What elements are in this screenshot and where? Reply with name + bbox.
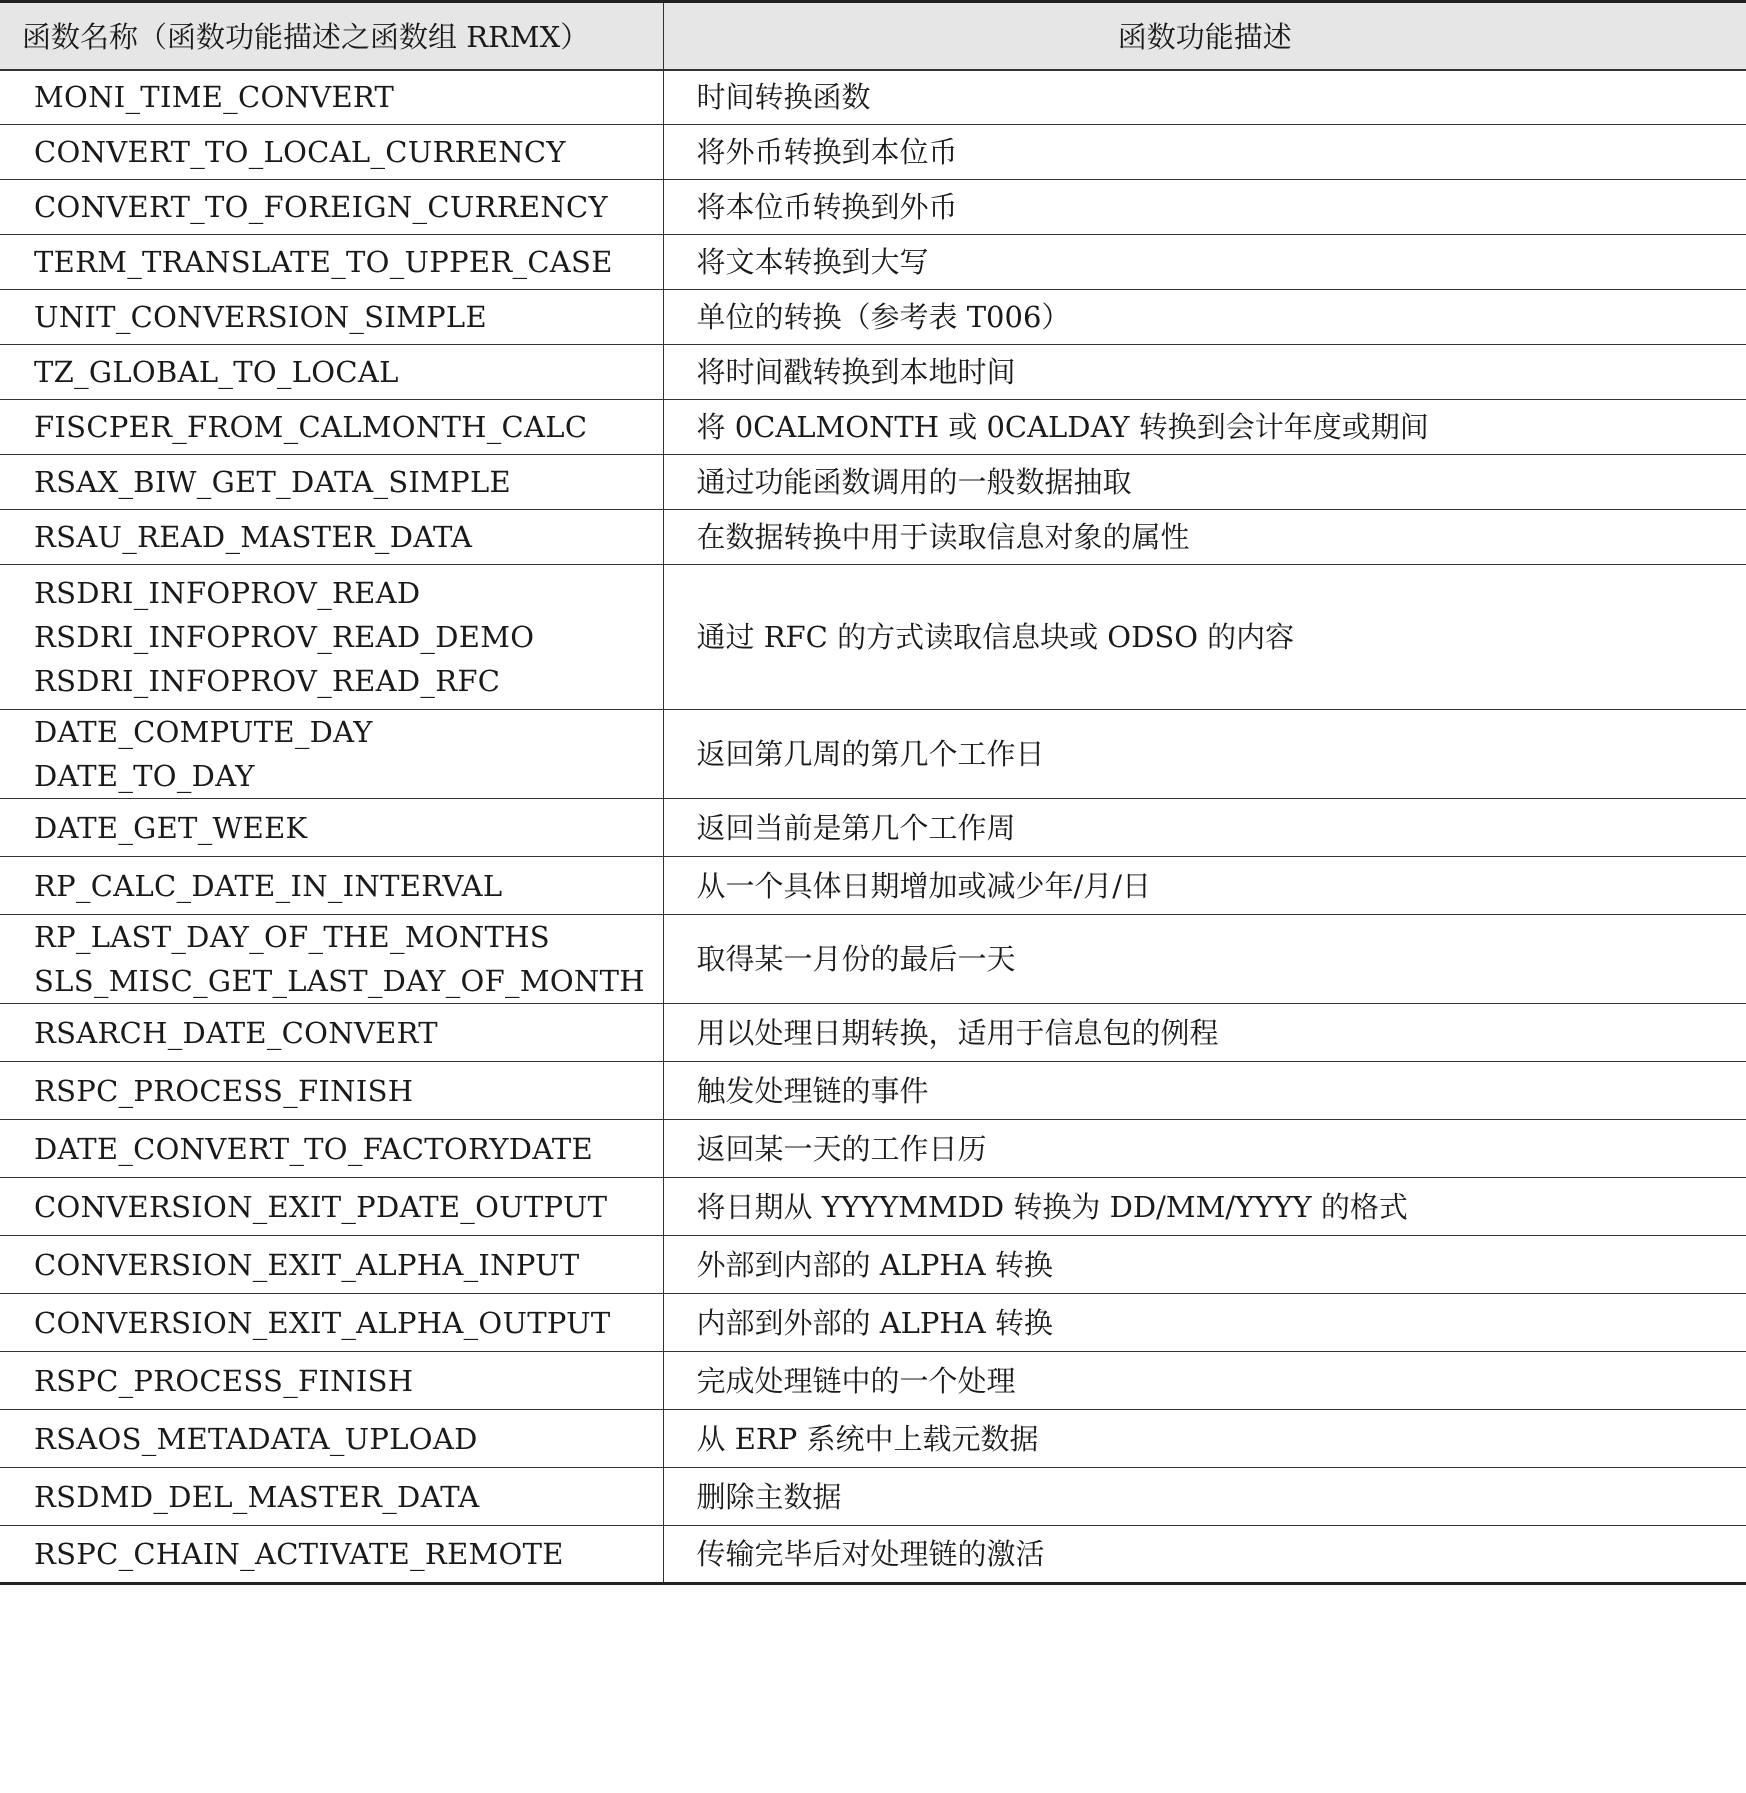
table-row [0,180,1746,235]
function-description: 外部到内部的 ALPHA 转换 [663,1236,1746,1294]
function-name: CONVERT_TO_FOREIGN_CURRENCY [34,190,608,224]
function-name-cell [0,1178,663,1236]
function-name: CONVERSION_EXIT_ALPHA_INPUT [34,1247,580,1282]
function-name: TERM_TRANSLATE_TO_UPPER_CASE [34,245,613,279]
function-name: DATE_GET_WEEK [34,810,308,845]
function-name-cell [0,125,663,180]
function-name: RP_CALC_DATE_IN_INTERVAL [34,868,503,903]
function-description: 将文本转换到大写 [663,235,1746,290]
function-name: DATE_CONVERT_TO_FACTORYDATE [34,1131,594,1166]
function-name-cell [0,510,663,565]
table-row [0,455,1746,510]
function-description: 完成处理链中的一个处理 [663,1352,1746,1410]
function-description: 将 0CALMONTH 或 0CALDAY 转换到会计年度或期间 [663,400,1746,455]
table-row [0,1526,1746,1584]
function-name: SLS_MISC_GET_LAST_DAY_OF_MONTH [34,964,645,998]
table-row [0,1294,1746,1352]
table-header-row [0,2,1746,70]
function-description: 返回某一天的工作日历 [663,1120,1746,1178]
table-row [0,1352,1746,1410]
function-name-cell [0,290,663,345]
table-row [0,125,1746,180]
function-name: DATE_TO_DAY [34,759,255,793]
function-name-cell [0,1410,663,1468]
function-name: CONVERSION_EXIT_ALPHA_OUTPUT [34,1305,611,1340]
table-row [0,857,1746,915]
function-name-cell [0,1294,663,1352]
column-header-description: 函数功能描述 [663,2,1746,70]
function-description: 将本位币转换到外币 [663,180,1746,235]
function-description: 传输完毕后对处理链的激活 [663,1526,1746,1584]
function-name: RSDRI_INFOPROV_READ_DEMO [34,620,535,654]
function-name-cell [0,455,663,510]
table-row [0,565,1746,710]
function-name-cell [0,345,663,400]
function-name: CONVERSION_EXIT_PDATE_OUTPUT [34,1189,608,1224]
function-name-cell [0,1468,663,1526]
table-row [0,510,1746,565]
function-name-cell [0,180,663,235]
function-name-cell [0,565,663,710]
function-name-cell [0,915,663,1004]
function-name: RSARCH_DATE_CONVERT [34,1015,438,1050]
function-description: 单位的转换（参考表 T006） [663,290,1746,345]
column-header-name: 函数名称（函数功能描述之函数组 RRMX） [0,2,663,70]
function-name-cell [0,1236,663,1294]
function-name: UNIT_CONVERSION_SIMPLE [34,300,487,334]
function-name-cell [0,799,663,857]
function-name-cell [0,235,663,290]
function-name: CONVERT_TO_LOCAL_CURRENCY [34,135,566,169]
function-name: DATE_COMPUTE_DAY [34,715,373,749]
function-name-cell [0,857,663,915]
function-description: 将外币转换到本位币 [663,125,1746,180]
table-row [0,345,1746,400]
function-name-cell [0,710,663,799]
function-name: RSAOS_METADATA_UPLOAD [34,1421,478,1456]
function-description: 时间转换函数 [663,70,1746,125]
function-description: 通过 RFC 的方式读取信息块或 ODSO 的内容 [663,565,1746,710]
function-name-cell [0,1526,663,1584]
function-description: 从 ERP 系统中上载元数据 [663,1410,1746,1468]
function-name: RSAU_READ_MASTER_DATA [34,520,473,554]
function-description: 在数据转换中用于读取信息对象的属性 [663,510,1746,565]
table-row [0,915,1746,1004]
function-name: FISCPER_FROM_CALMONTH_CALC [34,410,588,444]
function-description: 用以处理日期转换，适用于信息包的例程 [663,1004,1746,1062]
table-row [0,1120,1746,1178]
function-description: 内部到外部的 ALPHA 转换 [663,1294,1746,1352]
table-row [0,1004,1746,1062]
table-body [0,70,1746,1584]
function-name-cell [0,70,663,125]
function-name-cell [0,400,663,455]
function-description: 删除主数据 [663,1468,1746,1526]
function-name: RSDRI_INFOPROV_READ [34,576,421,610]
table-row [0,799,1746,857]
table-row [0,710,1746,799]
table-row [0,290,1746,345]
function-name: RSAX_BIW_GET_DATA_SIMPLE [34,465,512,499]
function-description: 从一个具体日期增加或减少年/月/日 [663,857,1746,915]
table-row [0,235,1746,290]
function-description: 返回当前是第几个工作周 [663,799,1746,857]
function-description: 通过功能函数调用的一般数据抽取 [663,455,1746,510]
function-description: 取得某一月份的最后一天 [663,915,1746,1004]
function-name: MONI_TIME_CONVERT [34,80,395,115]
table-row [0,400,1746,455]
function-description: 触发处理链的事件 [663,1062,1746,1120]
table-row [0,1178,1746,1236]
function-description: 返回第几周的第几个工作日 [663,710,1746,799]
function-name-cell [0,1120,663,1178]
function-name: RSPC_PROCESS_FINISH [34,1073,414,1108]
function-name: RP_LAST_DAY_OF_THE_MONTHS [34,920,550,954]
function-description: 将日期从 YYYYMMDD 转换为 DD/MM/YYYY 的格式 [663,1178,1746,1236]
function-name: RSPC_CHAIN_ACTIVATE_REMOTE [34,1537,564,1571]
function-name: RSPC_PROCESS_FINISH [34,1363,414,1398]
table-row [0,1062,1746,1120]
table-row [0,70,1746,125]
function-name-cell [0,1062,663,1120]
table-row [0,1236,1746,1294]
table-row [0,1468,1746,1526]
function-name-cell [0,1004,663,1062]
function-name-cell [0,1352,663,1410]
function-name: TZ_GLOBAL_TO_LOCAL [34,355,399,389]
table-row [0,1410,1746,1468]
function-name: RSDMD_DEL_MASTER_DATA [34,1479,480,1514]
function-description: 将时间戳转换到本地时间 [663,345,1746,400]
function-name: RSDRI_INFOPROV_READ_RFC [34,664,501,698]
